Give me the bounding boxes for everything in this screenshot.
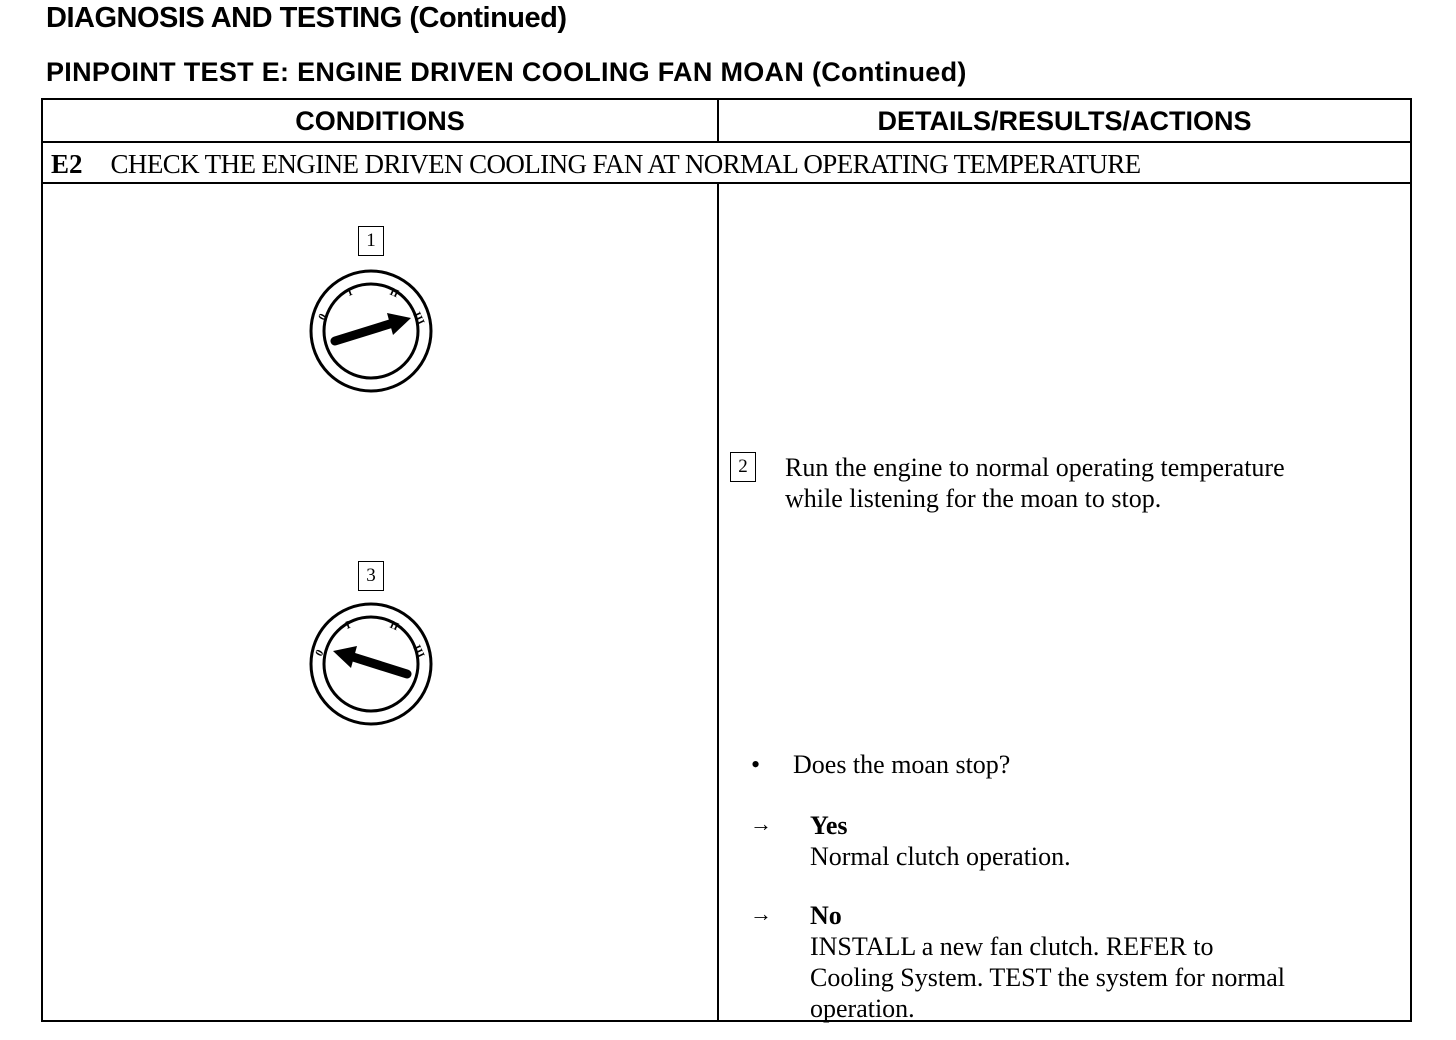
arrow-right-icon: → <box>750 811 772 836</box>
page-heading: DIAGNOSIS AND TESTING (Continued) <box>46 2 567 34</box>
dial-mark: 0 <box>316 311 330 323</box>
answer-no <box>750 900 1370 1024</box>
step-title: CHECK THE ENGINE DRIVEN COOLING FAN AT NORMAL OPERATING TEMPERATURE <box>110 149 1141 179</box>
test-question <box>751 749 1010 780</box>
callout-1: 1 <box>358 226 384 256</box>
body-column-divider <box>717 184 719 1020</box>
step-instruction-line: while listening for the moan to stop. <box>785 484 1162 513</box>
step-title-row <box>51 144 1141 184</box>
dial-mark: I <box>343 619 353 632</box>
ignition-switch-position-iii-icon <box>307 269 435 393</box>
arrow-right-icon: → <box>750 901 772 926</box>
dial-mark: III <box>410 310 427 327</box>
step-instruction <box>785 452 1425 514</box>
dial-mark: III <box>410 643 427 660</box>
column-header-conditions: CONDITIONS <box>295 106 465 136</box>
answer-text: Cooling System. TEST the system for normal <box>810 963 1285 992</box>
callout-3: 3 <box>358 561 384 591</box>
pinpoint-test-title: PINPOINT TEST E: ENGINE DRIVEN COOLING FAN MOAN (Continued) <box>46 57 967 87</box>
dial-mark: II <box>387 285 401 301</box>
column-header-details: DETAILS/RESULTS/ACTIONS <box>877 106 1252 136</box>
bullet: • <box>751 750 761 779</box>
pinpoint-test-table <box>41 98 1412 1022</box>
dial-mark: II <box>387 618 401 634</box>
dial-mark: 0 <box>313 647 327 659</box>
answer-label: No <box>810 901 842 930</box>
callout-2: 2 <box>730 452 756 482</box>
step-instruction-line: Run the engine to normal operating temperature <box>785 453 1285 482</box>
answer-yes <box>750 810 1370 872</box>
answer-text: Normal clutch operation. <box>810 842 1071 871</box>
step-id: E2 <box>51 149 83 179</box>
dial-mark: I <box>345 286 355 299</box>
question-text: Does the moan stop? <box>793 750 1011 779</box>
answer-text: INSTALL a new fan clutch. REFER to <box>810 932 1214 961</box>
ignition-switch-position-0-icon <box>307 602 435 726</box>
answer-label: Yes <box>810 811 848 840</box>
answer-text: operation. <box>810 994 915 1023</box>
